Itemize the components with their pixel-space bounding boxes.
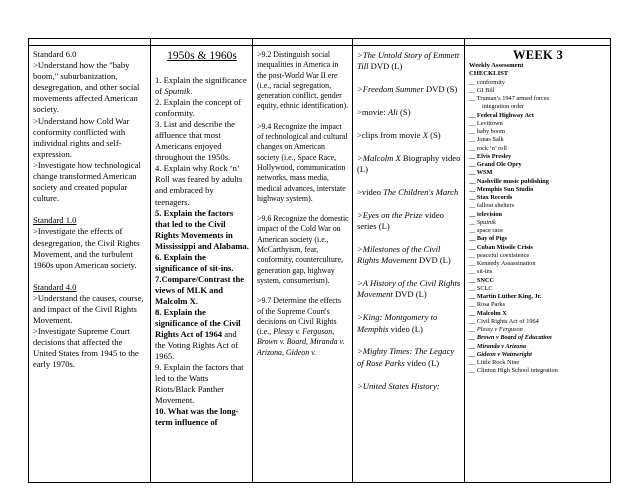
checklist-item[interactable]: __ GI Bill xyxy=(469,86,495,94)
resource-item: >Milestones of the Civil Rights Movement DVD (L) xyxy=(357,243,451,266)
resource-item: >clips from movie X (S) xyxy=(357,129,441,140)
question-5: 5. Explain the factors that led to the Civil Rights Movements in Mississippi and Alabama. xyxy=(155,207,249,251)
checklist-item[interactable]: __ Truman’s 1947 armed forces xyxy=(469,95,550,102)
checklist xyxy=(469,79,607,376)
standard-1-title: Standard 1.0 xyxy=(33,215,77,226)
objective-9-4: >9.4 Recognize the impact of technological and cultural changes on American society (i.e., Space Race, Hollywood, communication networks, mass media, medical advances, interstate highway system). xyxy=(257,121,348,203)
standard-4-title: Standard 4.0 xyxy=(33,281,77,292)
resource-item: >movie: Ali (S) xyxy=(357,107,411,117)
checklist-item[interactable]: __ SCLC xyxy=(469,284,493,292)
objective-9-2: >9.2 Distinguish social inequalities in America in the post-World War II ere (i.e., racial segregation, generation conflict, gender equity, ethnic identification). xyxy=(257,50,349,111)
resource-item: >Malcolm X Biography video (L) xyxy=(357,152,461,174)
checklist-item[interactable]: __ sit-ins xyxy=(469,268,493,276)
resource-item: >video The Children's March xyxy=(357,186,459,197)
question-3: 3. List and describe the affluence that most Americans enjoyed throughout the 1950s. xyxy=(155,119,235,163)
standard-item: >Investigate how technological change transformed American society and created popular culture. xyxy=(33,159,141,204)
checklist-item[interactable]: __ Stax Records xyxy=(469,194,513,201)
curriculum-table xyxy=(28,38,611,483)
resource-item: >Mighty Times: The Legacy of Rose Parks video (L) xyxy=(357,346,455,368)
checklist-item[interactable]: __ Jonas Salk xyxy=(469,136,504,144)
standard-6-title: Standard 6.0 xyxy=(33,49,77,59)
standard-item: >Understand how the "baby boom," suburbanization, desegregation, and other social movements affected American society. xyxy=(33,60,140,115)
checklist-item[interactable]: __ Malcolm X xyxy=(469,309,507,317)
checklist-item[interactable]: __ Clinton High School integration xyxy=(469,367,558,375)
week-title: WEEK 3 xyxy=(512,48,564,62)
checklist-item[interactable]: __ Sputnik xyxy=(469,218,496,226)
checklist-item[interactable]: __ Cuban Missile Crisis xyxy=(469,243,533,251)
standard-item: >Investigate Supreme Court decisions that affected the United States from 1945 to the early 1970s. xyxy=(33,326,139,370)
checklist-item[interactable]: __ Little Rock Nine xyxy=(469,359,520,366)
checklist-item[interactable]: __ SNCC xyxy=(469,276,495,284)
checklist-item[interactable]: __ Gideon v Wainwright xyxy=(469,350,532,358)
checklist-item[interactable]: __ fallout shelters xyxy=(469,202,515,210)
checklist-item[interactable]: __ baby boom xyxy=(469,128,506,135)
checklist-item[interactable]: __ space race xyxy=(469,227,503,234)
checklist-item[interactable]: __ Levittown xyxy=(469,119,503,127)
checklist-column xyxy=(465,46,611,483)
resource-item: >Freedom Summer DVD (S) xyxy=(357,84,458,95)
question-10: 10. What was the long-term influence of xyxy=(155,406,239,428)
checklist-item[interactable]: __ Civil Rights Act of 1964 xyxy=(469,317,539,325)
resource-item: >A History of the Civil Rights Movement DVD (L) xyxy=(357,278,461,300)
checklist-item[interactable]: __ Kennedy Assassination xyxy=(469,260,536,267)
questions-column xyxy=(151,46,253,483)
content-row xyxy=(29,46,611,483)
checklist-item[interactable]: __ Brown v Board of Education xyxy=(469,334,552,342)
question-4: 4. Explain why Rock ‘n’ Roll was feared by adults and embraced by teenagers. xyxy=(155,163,243,207)
resources-column xyxy=(353,46,465,483)
checklist-item[interactable]: __ Grand Ole Opry xyxy=(469,161,522,168)
standard-item: >Understand the causes, course, and impact of the Civil Rights Movement. xyxy=(33,292,144,326)
checklist-item[interactable]: __ Rosa Parks xyxy=(469,301,506,309)
checklist-item[interactable]: __ Bay of Pigs xyxy=(469,235,507,243)
checklist-item[interactable]: __ Miranda v Arizona xyxy=(469,342,526,350)
objectives-column xyxy=(253,46,353,483)
checklist-item[interactable]: __ WSM xyxy=(469,169,493,177)
resource-item: >Eyes on the Prize video series (L) xyxy=(357,209,444,231)
checklist-item[interactable]: __ Memphis Sun Studio xyxy=(469,185,534,193)
checklist-item[interactable]: integration order xyxy=(482,103,525,111)
checklist-item[interactable]: __ television xyxy=(469,210,503,218)
standards-column xyxy=(29,46,151,483)
checklist-title: CHECKLIST xyxy=(469,70,509,78)
checklist-item[interactable]: __ Federal Highway Act xyxy=(469,111,534,119)
checklist-item[interactable]: __ Elvis Presley xyxy=(469,152,512,160)
checklist-item[interactable]: __ conformity xyxy=(469,78,505,86)
era-title: 1950s & 1960s xyxy=(167,50,237,62)
header-row xyxy=(29,39,611,46)
checklist-item[interactable]: __ Plessy v Ferguson xyxy=(469,326,523,333)
checklist-item[interactable]: __ peaceful coexistence xyxy=(469,251,530,259)
standard-item: >Investigate the effects of desegregation, the Civil Rights Movement, and the turbulent 1960s upon American society. xyxy=(33,226,140,270)
checklist-item[interactable]: __ rock ‘n’ roll xyxy=(469,144,507,152)
resource-item: >The Untold Story of Emmett Till DVD (L) xyxy=(357,50,460,72)
question-7: 7.Compare/Contrast the views of MLK and Malcolm X. xyxy=(155,273,245,306)
weekly-assessment-label: Weekly Assessment xyxy=(469,62,524,69)
objective-9-6: >9.6 Recognize the domestic impact of the Cold War on American society (i.e., McCarthyism, fear, conformity, counterculture, generation gap, highway system, consumerism). xyxy=(257,214,349,285)
checklist-item[interactable]: __ Martin Luther King, Jr. xyxy=(469,293,542,300)
resource-item: >King: Montgomery to Memphis video (L) xyxy=(357,312,438,334)
resource-item: >United States History: xyxy=(357,380,440,391)
standard-item: >Understand how Cold War conformity conflicted with individual rights and self-expression. xyxy=(33,115,130,159)
question-2: 2. Explain the concept of conformity. xyxy=(155,97,242,119)
objective-9-7: >9.7 Determine the effects of the Supreme Court's decisions on Civil Rights (i.e., Plessy v. Ferguson, Brown v. Board, Miranda v. Arizona, Gideon v. xyxy=(257,296,345,357)
question-8: 8. Explain the significance of the Civil Rights Act of 1964 and the Voting Rights Act of 1965. xyxy=(155,306,241,362)
question-9: 9. Explain the factors that led to the Watts Riots/Black Panther Movement. xyxy=(155,362,244,406)
question-6: 6. Explain the significance of sit-ins. xyxy=(155,251,234,273)
question-1: 1. Explain the significance of Sputnik. xyxy=(155,75,247,97)
checklist-item[interactable]: __ Nashville music publishing xyxy=(469,177,549,185)
